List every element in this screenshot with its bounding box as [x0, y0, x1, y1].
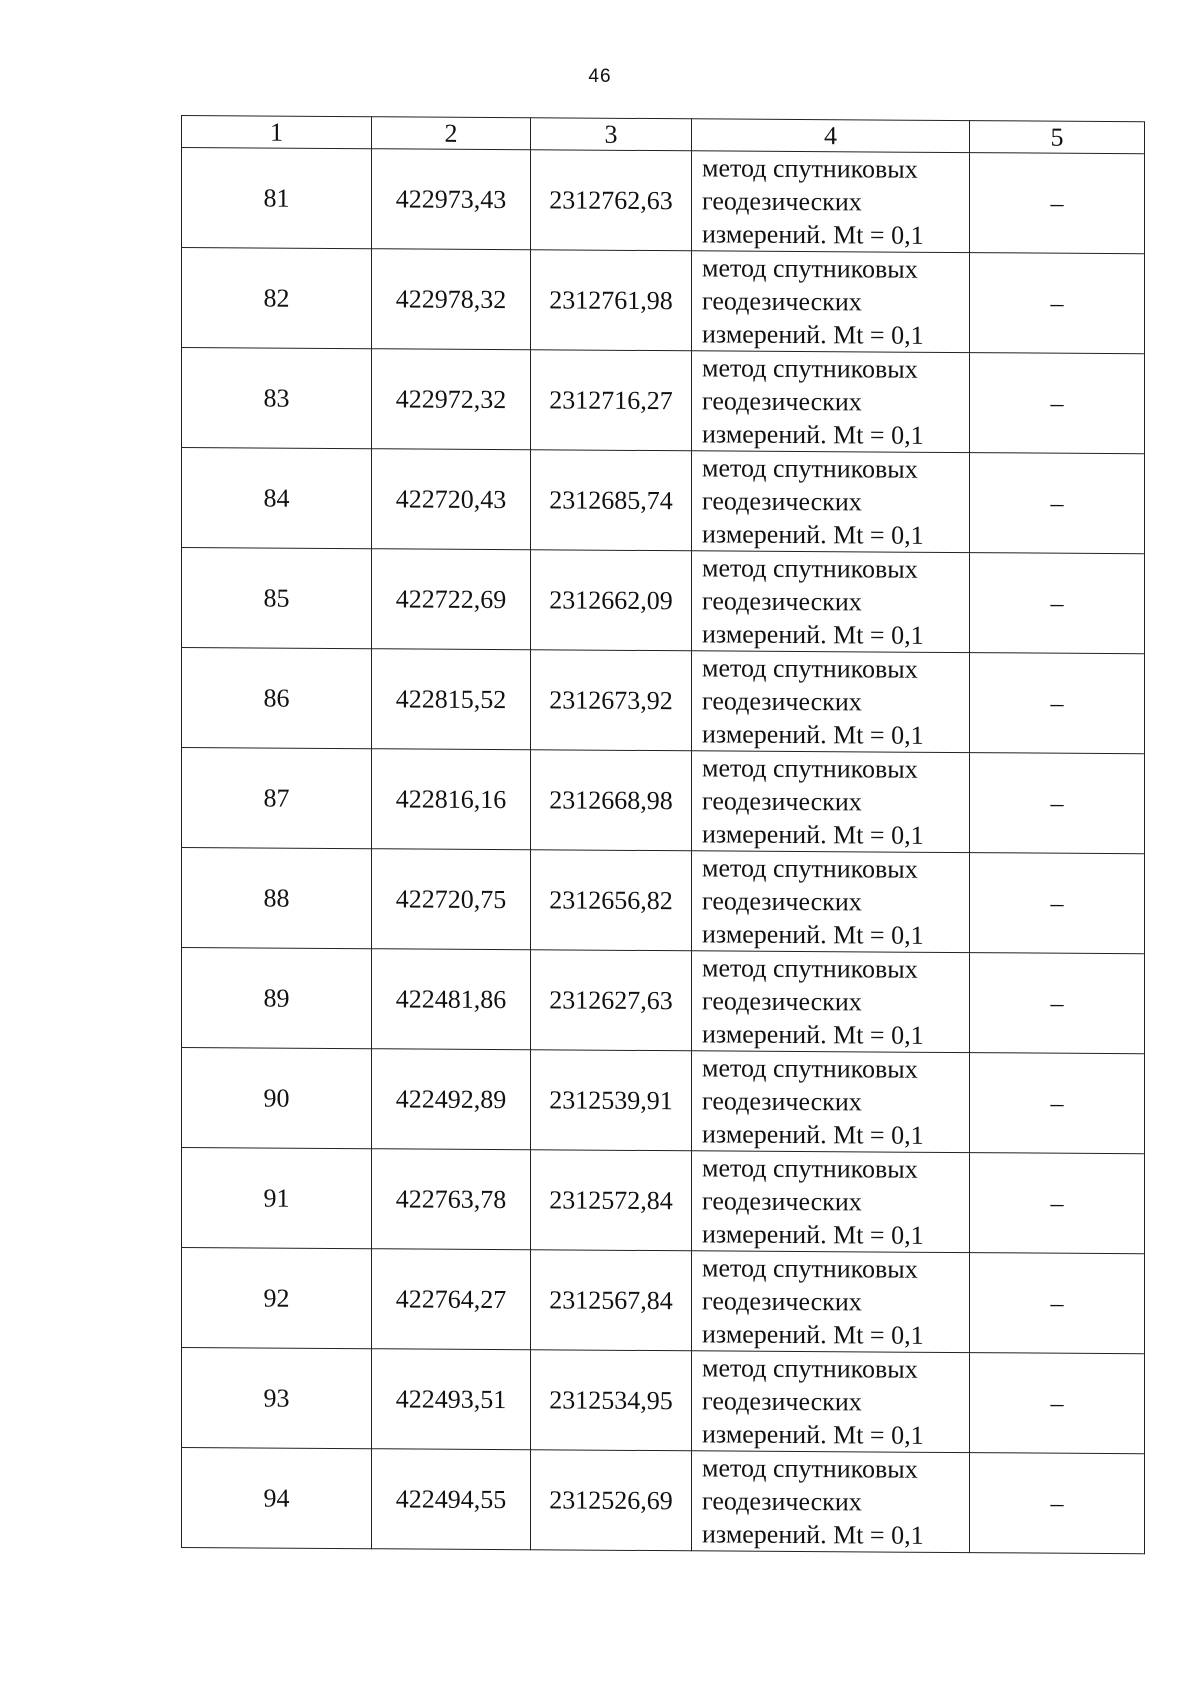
method-line: метод спутниковых [702, 553, 918, 584]
x-coordinate-cell: 422494,55 [372, 1449, 531, 1550]
x-coordinate-cell: 422481,86 [372, 949, 531, 1050]
column-5-cell: – [970, 753, 1145, 854]
y-coordinate-cell: 2312539,91 [531, 1050, 692, 1151]
method-cell [692, 751, 970, 853]
method-line: измерений. Mt = 0,1 [702, 919, 924, 950]
method-line: измерений. Mt = 0,1 [702, 1219, 924, 1250]
point-number-cell: 82 [182, 248, 372, 349]
y-coordinate-cell: 2312534,95 [531, 1350, 692, 1451]
page-number: 46 [588, 66, 612, 87]
method-line: геодезических [702, 986, 862, 1017]
table-row [182, 748, 1145, 854]
method-cell [692, 351, 970, 453]
y-coordinate-cell: 2312673,92 [531, 650, 692, 751]
method-cell [692, 951, 970, 1053]
point-number-cell: 93 [182, 1348, 372, 1449]
table-row [182, 1048, 1145, 1154]
point-number-cell: 86 [182, 648, 372, 749]
method-line: метод спутниковых [702, 453, 918, 484]
y-coordinate-cell: 2312567,84 [531, 1250, 692, 1351]
column-header: 4 [692, 119, 970, 153]
x-coordinate-cell: 422815,52 [372, 649, 531, 750]
x-coordinate-cell: 422492,89 [372, 1049, 531, 1150]
y-coordinate-cell: 2312662,09 [531, 550, 692, 651]
method-line: геодезических [702, 686, 862, 717]
x-coordinate-cell: 422764,27 [372, 1249, 531, 1350]
method-line: измерений. Mt = 0,1 [702, 1019, 924, 1050]
method-line: измерений. Mt = 0,1 [702, 319, 924, 350]
x-coordinate-cell: 422493,51 [372, 1349, 531, 1450]
method-line: измерений. Mt = 0,1 [702, 1119, 924, 1150]
table-row [182, 448, 1145, 554]
column-5-cell: – [970, 1253, 1145, 1354]
y-coordinate-cell: 2312668,98 [531, 750, 692, 851]
x-coordinate-cell: 422763,78 [372, 1149, 531, 1250]
table-row [182, 248, 1145, 354]
column-5-cell: – [970, 253, 1145, 354]
method-line: метод спутниковых [702, 1453, 918, 1484]
point-number-cell: 91 [182, 1148, 372, 1249]
column-header: 2 [372, 117, 531, 150]
method-line: метод спутниковых [702, 1253, 918, 1284]
column-5-cell: – [970, 153, 1145, 254]
x-coordinate-cell: 422972,32 [372, 349, 531, 450]
column-5-cell: – [970, 1353, 1145, 1454]
point-number-cell: 92 [182, 1248, 372, 1349]
method-line: геодезических [702, 286, 862, 317]
method-cell [692, 1051, 970, 1153]
method-line: метод спутниковых [702, 253, 918, 284]
y-coordinate-cell: 2312526,69 [531, 1450, 692, 1551]
column-5-cell: – [970, 653, 1145, 754]
table-row [182, 648, 1145, 754]
method-line: измерений. Mt = 0,1 [702, 1319, 924, 1350]
table-row [182, 848, 1145, 954]
method-line: измерений. Mt = 0,1 [702, 219, 924, 250]
y-coordinate-cell: 2312761,98 [531, 250, 692, 351]
column-5-cell: – [970, 1153, 1145, 1254]
method-line: геодезических [702, 386, 862, 417]
method-line: метод спутниковых [702, 653, 918, 684]
method-line: измерений. Mt = 0,1 [702, 519, 924, 550]
column-5-cell: – [970, 1053, 1145, 1154]
y-coordinate-cell: 2312716,27 [531, 350, 692, 451]
method-line: геодезических [702, 886, 862, 917]
method-line: геодезических [702, 586, 862, 617]
method-line: геодезических [702, 1286, 862, 1317]
method-cell [692, 851, 970, 953]
method-cell [692, 1451, 970, 1553]
table-row [182, 148, 1145, 254]
column-5-cell: – [970, 453, 1145, 554]
method-line: измерений. Mt = 0,1 [702, 819, 924, 850]
y-coordinate-cell: 2312656,82 [531, 850, 692, 951]
column-5-cell: – [970, 953, 1145, 1054]
x-coordinate-cell: 422722,69 [372, 549, 531, 650]
x-coordinate-cell: 422978,32 [372, 249, 531, 350]
point-number-cell: 90 [182, 1048, 372, 1149]
method-line: измерений. Mt = 0,1 [702, 1419, 924, 1450]
method-line: геодезических [702, 1486, 862, 1517]
column-header: 5 [970, 121, 1145, 154]
method-line: геодезических [702, 186, 862, 217]
method-line: метод спутниковых [702, 353, 918, 384]
y-coordinate-cell: 2312762,63 [531, 150, 692, 251]
table-row [182, 1248, 1145, 1354]
table-row [182, 1148, 1145, 1254]
method-line: измерений. Mt = 0,1 [702, 419, 924, 450]
method-line: метод спутниковых [702, 1353, 918, 1384]
method-line: измерений. Mt = 0,1 [702, 1519, 924, 1550]
method-cell [692, 651, 970, 753]
table-row [182, 1448, 1145, 1554]
column-5-cell: – [970, 353, 1145, 454]
table-row [182, 348, 1145, 454]
x-coordinate-cell: 422720,43 [372, 449, 531, 550]
method-line: геодезических [702, 786, 862, 817]
x-coordinate-cell: 422973,43 [372, 149, 531, 250]
method-cell [692, 1151, 970, 1253]
method-line: метод спутниковых [702, 1153, 918, 1184]
method-cell [692, 1351, 970, 1453]
x-coordinate-cell: 422816,16 [372, 749, 531, 850]
point-number-cell: 81 [182, 148, 372, 249]
table-row [182, 1348, 1145, 1454]
method-line: измерений. Mt = 0,1 [702, 619, 924, 650]
point-number-cell: 87 [182, 748, 372, 849]
coordinates-table [181, 115, 1145, 1554]
table-row [182, 948, 1145, 1054]
method-line: метод спутниковых [702, 1053, 918, 1084]
x-coordinate-cell: 422720,75 [372, 849, 531, 950]
method-line: геодезических [702, 486, 862, 517]
point-number-cell: 89 [182, 948, 372, 1049]
method-line: геодезических [702, 1186, 862, 1217]
method-cell [692, 251, 970, 353]
method-cell [692, 451, 970, 553]
point-number-cell: 94 [182, 1448, 372, 1549]
method-line: метод спутниковых [702, 753, 918, 784]
table-body [182, 148, 1145, 1554]
method-line: метод спутниковых [702, 853, 918, 884]
column-header: 1 [182, 116, 372, 149]
point-number-cell: 88 [182, 848, 372, 949]
point-number-cell: 85 [182, 548, 372, 649]
method-cell [692, 551, 970, 653]
column-5-cell: – [970, 553, 1145, 654]
y-coordinate-cell: 2312685,74 [531, 450, 692, 551]
method-line: измерений. Mt = 0,1 [702, 719, 924, 750]
method-cell [692, 1251, 970, 1353]
table-row [182, 548, 1145, 654]
column-5-cell: – [970, 1453, 1145, 1554]
method-line: геодезических [702, 1086, 862, 1117]
y-coordinate-cell: 2312572,84 [531, 1150, 692, 1251]
column-header: 3 [531, 118, 692, 151]
y-coordinate-cell: 2312627,63 [531, 950, 692, 1051]
method-line: метод спутниковых [702, 953, 918, 984]
point-number-cell: 84 [182, 448, 372, 549]
column-5-cell: – [970, 853, 1145, 954]
point-number-cell: 83 [182, 348, 372, 449]
method-line: метод спутниковых [702, 153, 918, 184]
method-line: геодезических [702, 1386, 862, 1417]
method-cell [692, 151, 970, 253]
